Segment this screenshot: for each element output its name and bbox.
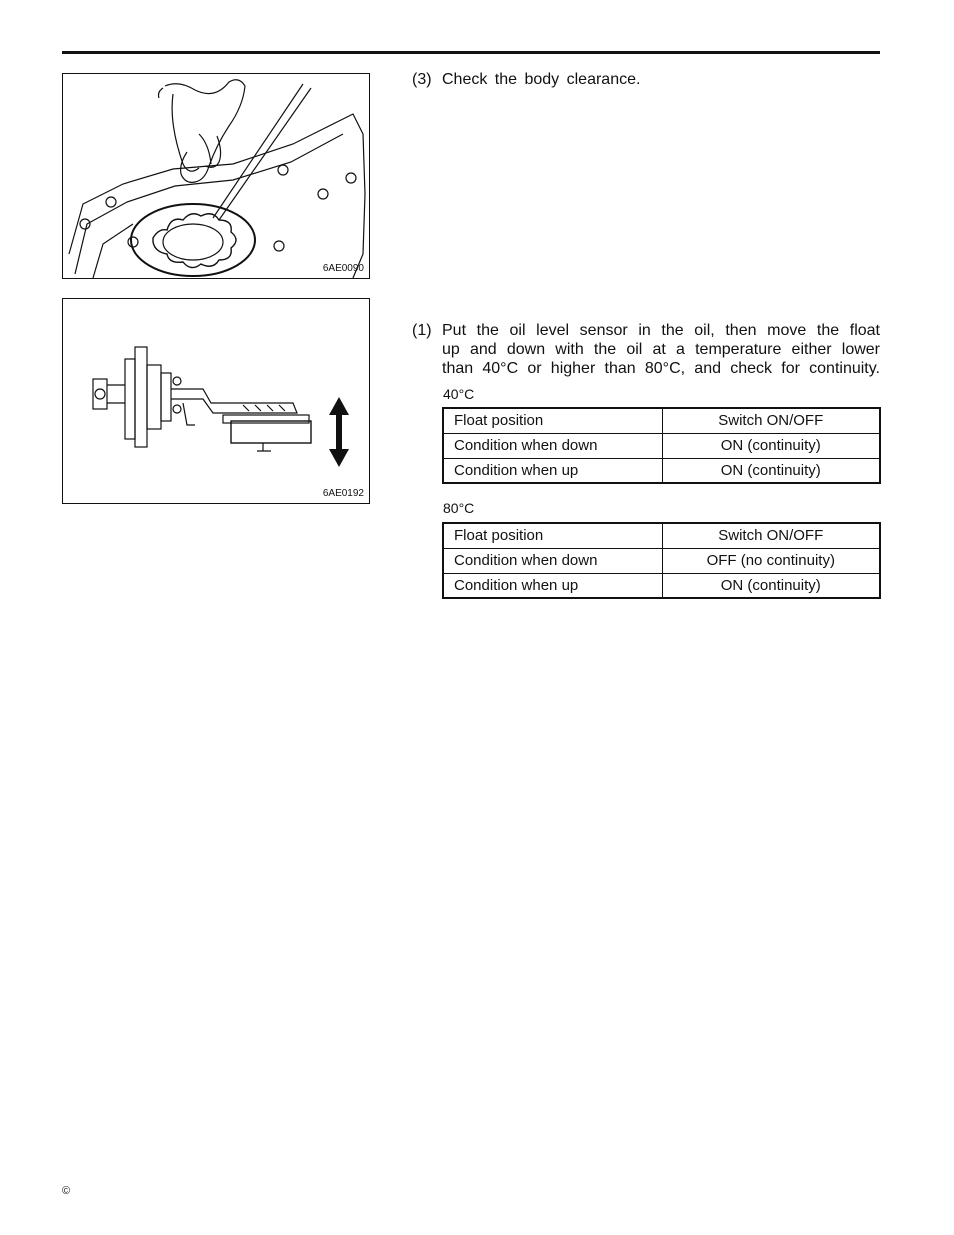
table-cell: ON (continuity) bbox=[662, 433, 880, 458]
step-number: (1) bbox=[412, 322, 432, 339]
table-row bbox=[443, 523, 880, 548]
step-text-line: Put the oil level sensor in the oil, then move the float bbox=[442, 322, 880, 339]
table-cell: Condition when down bbox=[443, 548, 662, 573]
figure-code: 6AE0192 bbox=[322, 488, 364, 499]
table-cell: Float position bbox=[443, 523, 662, 548]
header-rule bbox=[62, 51, 880, 54]
illustration-pump-body bbox=[63, 74, 369, 278]
temperature-label-40: 40°C bbox=[443, 386, 475, 402]
table-cell: Condition when up bbox=[443, 458, 662, 483]
table-cell: ON (continuity) bbox=[662, 458, 880, 483]
table-row bbox=[443, 573, 880, 598]
temperature-label-80: 80°C bbox=[443, 500, 475, 516]
copyright-mark: © bbox=[62, 1185, 71, 1197]
figure-body-clearance bbox=[62, 73, 370, 279]
table-cell: Switch ON/OFF bbox=[662, 408, 880, 433]
table-row bbox=[443, 433, 880, 458]
table-row bbox=[443, 408, 880, 433]
table-cell: ON (continuity) bbox=[662, 573, 880, 598]
step-text bbox=[442, 321, 880, 378]
continuity-table-80 bbox=[442, 522, 881, 599]
table-cell: OFF (no continuity) bbox=[662, 548, 880, 573]
step-text-line: than 40°C or higher than 80°C, and check for continuity. bbox=[442, 360, 880, 377]
figure-oil-level-sensor bbox=[62, 298, 370, 504]
step-text: Check the body clearance. bbox=[442, 71, 641, 88]
step-number: (3) bbox=[412, 71, 432, 88]
step-text-line: up and down with the oil at a temperature either lower bbox=[442, 341, 880, 358]
table-cell: Float position bbox=[443, 408, 662, 433]
table-cell: Switch ON/OFF bbox=[662, 523, 880, 548]
table-cell: Condition when down bbox=[443, 433, 662, 458]
figure-code: 6AE0090 bbox=[322, 263, 364, 274]
table-row bbox=[443, 548, 880, 573]
table-cell: Condition when up bbox=[443, 573, 662, 598]
illustration-oil-level-sensor bbox=[63, 299, 369, 503]
continuity-table-40 bbox=[442, 407, 881, 484]
table-row bbox=[443, 458, 880, 483]
